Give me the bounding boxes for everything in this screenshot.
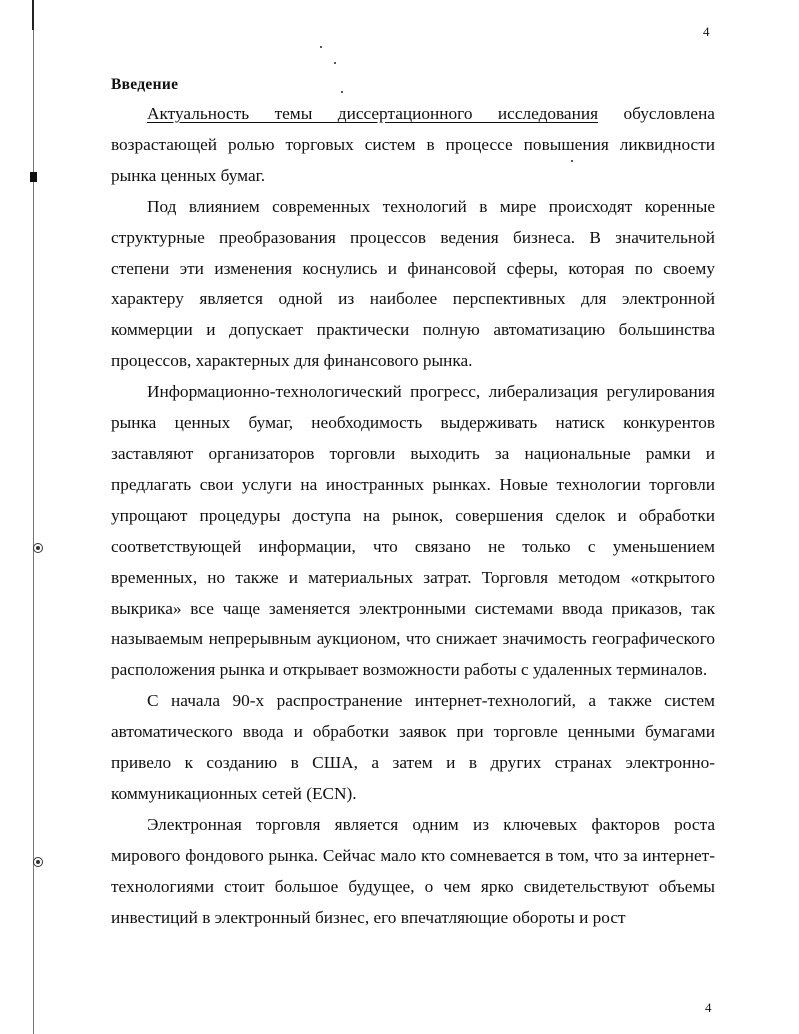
body-text bbox=[111, 99, 715, 933]
underlined-lead: Актуальность темы диссертационного исследования bbox=[147, 104, 599, 123]
section-heading: Введение bbox=[111, 76, 179, 93]
scan-speck bbox=[320, 46, 322, 48]
scan-edge-line bbox=[33, 0, 34, 1034]
paragraph-4: С начала 90-х распространение интернет-технологий, а также систем автоматического ввода и обработки заявок при торговле ценными бумагами привело к созданию в США, а затем и в других странах электронно-коммуникационных сетей (ECN). bbox=[111, 691, 715, 803]
page-number-top: 4 bbox=[703, 24, 710, 39]
punch-hole-mark-lower bbox=[33, 857, 43, 867]
punch-hole-mark bbox=[33, 543, 43, 553]
scan-edge-mark bbox=[30, 172, 37, 182]
paragraph-1-rest: обусловлена возрастающей ролью торговых систем в процессе повышения ликвидности рынка ценных бумаг. bbox=[111, 104, 715, 185]
paragraph-5: Электронная торговля является одним из ключевых факторов роста мирового фондового рынка. Сейчас мало кто сомневается в том, что за интернет-технологиями стоит большое будущее, о чем ярко свидетельствуют объемы инвестиций в электронный бизнес, его впечатляющие обороты и рост bbox=[111, 814, 715, 927]
page-number-bottom: 4 bbox=[705, 1000, 712, 1015]
paragraph-3: Информационно-технологический прогресс, либерализация регулирования рынка ценных бумаг, необходимость выдерживать натиск конкурентов заставляют организаторов торговли выходить за национальные рамки и предлагать свои услуги на иностранных рынках. Новые технологии торговли упрощают процедуры доступа на рынок, совершения сделок и обработки соответствующей информации, что связано не только с уменьшением временных, но также и материальных затрат. Торговля методом «открытого выкрика» все чаще заменяется электронными системами ввода приказов, так называемым непрерывным аукционом, что снижает значимость географического расположения рынка и открывает возможности работы с удаленных терминалов. bbox=[111, 382, 715, 680]
paragraph-2: Под влиянием современных технологий в мире происходят коренные структурные преобразования процессов ведения бизнеса. В значительной степени эти изменения коснулись и финансовой сферы, которая по своему характеру является одной из наиболее перспективных для электронной коммерции и допускает практически полную автоматизацию большинства процессов, характерных для финансового рынка. bbox=[111, 196, 715, 371]
scan-speck bbox=[341, 91, 343, 93]
scan-edge-mark-top bbox=[32, 0, 34, 30]
scan-speck bbox=[334, 62, 336, 64]
paragraph-1 bbox=[111, 99, 715, 192]
